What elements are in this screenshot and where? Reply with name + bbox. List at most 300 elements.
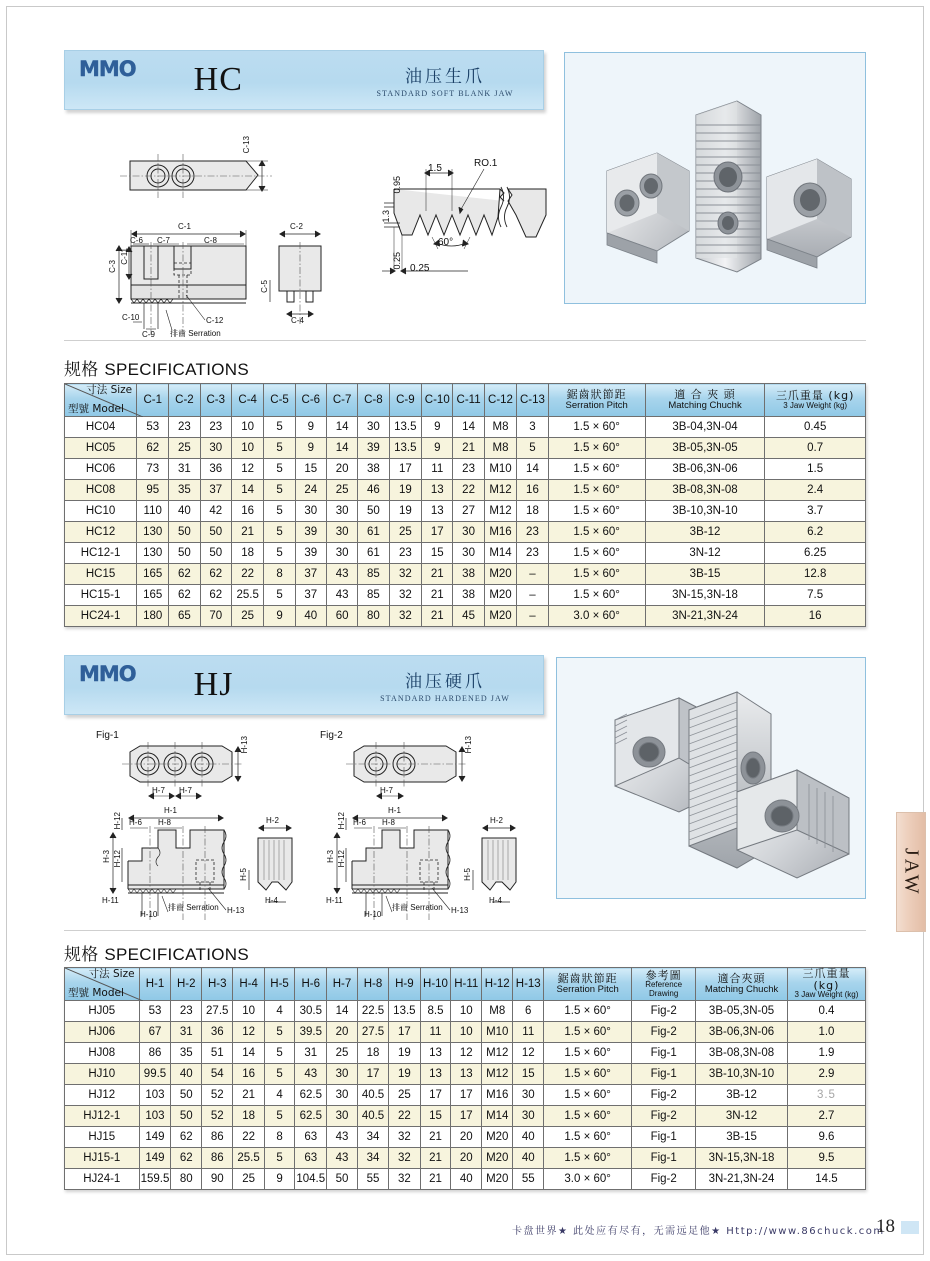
cell-serration-pitch: 1.5 × 60° [548,501,645,522]
cell-h-5: 4 [264,1085,295,1106]
cell-model: HC05 [65,438,137,459]
table-row [65,1148,866,1169]
cell-c-2: 25 [169,438,200,459]
cell-c-6: 39 [295,522,326,543]
table-header-row [65,384,866,417]
cell-h-4: 14 [233,1043,264,1064]
cell-c-8: 39 [358,438,389,459]
cell-c-6: 40 [295,606,326,627]
cell-jaw-weight: 2.7 [787,1106,865,1127]
cell-h-13: 40 [513,1127,544,1148]
cell-c-8: 61 [358,522,389,543]
cell-c-3: 30 [200,438,231,459]
header-size-label: 寸法 Size [86,384,133,396]
header-corner-size-model-hj [65,968,140,1001]
table-row [65,1064,866,1085]
cell-c-2: 62 [169,585,200,606]
cell-h-8: 18 [357,1043,388,1064]
drawing-hc-svg [100,130,350,340]
dim-label-h5-f2: H-5 [463,868,472,881]
cell-h-2: 23 [171,1001,202,1022]
cell-serration-pitch: 1.5 × 60° [544,1106,632,1127]
cell-h-10: 8.5 [420,1001,451,1022]
cell-h-9: 22 [389,1106,420,1127]
dim-label-ro1: RO.1 [474,158,498,169]
spec-table-hj-body [65,1001,866,1190]
cell-jaw-weight: 12.8 [765,564,866,585]
dim-label-serration: 排齒 Serration [170,329,221,338]
cell-matching-chuck: 3B-08,3N-08 [696,1043,788,1064]
cell-h-2: 50 [171,1106,202,1127]
cell-c-5: 5 [264,501,295,522]
dim-label-h10-f2: H-11 [326,896,343,905]
cell-c-5: 5 [264,543,295,564]
cell-h-10: 17 [420,1085,451,1106]
cell-c-7: 20 [326,459,357,480]
header-group-cn: 鋸齒狀節距 [566,388,627,402]
cell-h-5: 4 [264,1001,295,1022]
cell-c-12: M14 [484,543,517,564]
cell-h-12: M14 [482,1106,513,1127]
cell-c-1: 165 [137,585,169,606]
cell-h-11: 17 [451,1085,482,1106]
cell-reference-drawing: Fig-2 [632,1085,696,1106]
cell-c-2: 50 [169,543,200,564]
cell-h-3: 52 [202,1106,233,1127]
dim-label-h11-top-f1: H-12 [113,812,122,830]
header-col-h-9: H-9 [389,968,420,1001]
section-hj [64,655,544,715]
divider-top [64,340,866,341]
cell-h-4: 21 [233,1085,264,1106]
cell-h-11: 20 [451,1148,482,1169]
table-row [65,438,866,459]
cell-c-9: 25 [389,522,422,543]
cell-h-1: 53 [139,1001,171,1022]
cell-h-3: 36 [202,1022,233,1043]
cell-h-12: M16 [482,1085,513,1106]
dim-label-h12-f1: H-13 [227,906,245,915]
cell-jaw-weight: 3.5 [787,1085,865,1106]
header-group-en: 3 Jaw Weight (kg) [794,990,859,1000]
cell-h-2: 62 [171,1148,202,1169]
dim-label-h11-f1: H-12 [113,850,122,868]
cell-matching-chuck: 3N-15,3N-18 [645,585,765,606]
cell-c-9: 13.5 [389,438,422,459]
cell-serration-pitch: 1.5 × 60° [544,1043,632,1064]
cell-h-7: 43 [327,1148,358,1169]
dim-label-c11: C-11 [120,248,129,265]
cell-c-4: 25.5 [231,585,264,606]
cell-model: HJ10 [65,1064,140,1085]
cell-c-8: 85 [358,564,389,585]
cell-serration-pitch: 1.5 × 60° [544,1148,632,1169]
side-tab-jaw[interactable] [896,812,926,932]
cell-h-11: 10 [451,1022,482,1043]
dim-label-serration-f1: 排齒 Serration [168,903,219,912]
cell-h-3: 86 [202,1127,233,1148]
cell-reference-drawing: Fig-2 [632,1022,696,1043]
cell-h-13: 12 [513,1043,544,1064]
table-row [65,480,866,501]
cell-model: HC15 [65,564,137,585]
cell-h-3: 52 [202,1085,233,1106]
dim-label-c8: C-8 [204,236,217,245]
cell-matching-chuck: 3B-10,3N-10 [696,1064,788,1085]
cell-h-2: 40 [171,1064,202,1085]
cell-serration-pitch: 1.5 × 60° [548,564,645,585]
cell-c-10: 17 [422,522,453,543]
cell-c-4: 25 [231,606,264,627]
cell-c-6: 37 [295,564,326,585]
cell-c-13: 5 [517,438,548,459]
cell-reference-drawing: Fig-1 [632,1043,696,1064]
dim-label-c1: C-1 [178,222,191,231]
cell-c-9: 19 [389,501,422,522]
cell-serration-pitch: 3.0 × 60° [548,606,645,627]
cell-h-12: M12 [482,1043,513,1064]
cell-h-4: 25 [233,1169,264,1190]
cell-c-13: – [517,585,548,606]
cell-h-7: 43 [327,1127,358,1148]
cell-c-12: M12 [484,480,517,501]
dim-label-h4-f1: H-4 [265,896,278,905]
dim-label-pitch-1-5: 1.5 [428,163,442,174]
cell-reference-drawing: Fig-1 [632,1064,696,1085]
table-row [65,1043,866,1064]
cell-c-6: 24 [295,480,326,501]
cell-h-10: 13 [420,1043,451,1064]
cell-model: HJ06 [65,1022,140,1043]
cell-model: HC06 [65,459,137,480]
cell-c-1: 165 [137,564,169,585]
header-group-en: Reference Drawing [645,980,683,998]
cell-c-5: 5 [264,480,295,501]
cell-c-11: 22 [453,480,484,501]
section-hc [64,50,544,110]
cell-h-11: 20 [451,1127,482,1148]
cell-reference-drawing: Fig-2 [632,1001,696,1022]
cell-h-6: 104.5 [295,1169,327,1190]
dim-label-fig2: Fig-2 [320,730,343,741]
dim-label-025-left: 0.25 [392,252,402,270]
cell-c-11: 30 [453,543,484,564]
cell-reference-drawing: Fig-2 [632,1169,696,1190]
table-row [65,1022,866,1043]
table-row [65,522,866,543]
cell-jaw-weight: 2.4 [765,480,866,501]
cell-c-7: 30 [326,522,357,543]
header-corner-size-model [65,384,137,417]
dim-label-h6-f1: H-6 [129,818,142,827]
header-group-cn: 適 合 夾 頭 [674,388,736,402]
cell-c-6: 30 [295,501,326,522]
cell-c-10: 13 [422,480,453,501]
cell-c-6: 37 [295,585,326,606]
header-group-1 [632,968,696,1001]
cell-model: HC12-1 [65,543,137,564]
cell-h-13: 6 [513,1001,544,1022]
cell-matching-chuck: 3N-12 [696,1106,788,1127]
cell-h-1: 99.5 [139,1064,171,1085]
cell-c-6: 39 [295,543,326,564]
cell-c-5: 9 [264,606,295,627]
cell-serration-pitch: 1.5 × 60° [548,459,645,480]
cell-h-2: 31 [171,1022,202,1043]
dim-label-h12-f2: H-13 [451,906,469,915]
cell-h-5: 5 [264,1043,295,1064]
cell-c-1: 95 [137,480,169,501]
section-hc-title [365,62,525,98]
cell-c-1: 73 [137,459,169,480]
cell-c-2: 31 [169,459,200,480]
spec-table-hc [64,383,866,627]
cell-c-1: 53 [137,417,169,438]
dim-label-serration-f2: 排齒 Serration [392,903,443,912]
dim-label-h10-f1: H-11 [102,896,119,905]
cell-matching-chuck: 3B-12 [645,522,765,543]
dim-label-h11-top-f2: H-12 [337,812,346,830]
cell-h-7: 20 [327,1022,358,1043]
dim-label-h3-f2: H-3 [326,850,335,863]
cell-jaw-weight: 6.25 [765,543,866,564]
cell-matching-chuck: 3B-06,3N-06 [645,459,765,480]
cell-h-13: 40 [513,1148,544,1169]
cell-h-5: 5 [264,1064,295,1085]
cell-c-4: 10 [231,417,264,438]
cell-reference-drawing: Fig-1 [632,1127,696,1148]
dim-label-fig1: Fig-1 [96,730,119,741]
section-hc-title-cn: 油压生爪 [405,67,485,87]
table-row [65,1085,866,1106]
header-col-h-12: H-12 [482,968,513,1001]
cell-h-7: 30 [327,1106,358,1127]
cell-c-13: 23 [517,543,548,564]
dim-label-h7-b: H-7 [179,786,192,795]
cell-c-7: 43 [326,585,357,606]
cell-c-7: 43 [326,564,357,585]
cell-c-7: 30 [326,501,357,522]
cell-h-9: 32 [389,1148,420,1169]
cell-h-5: 8 [264,1127,295,1148]
cell-h-9: 13.5 [389,1001,420,1022]
cell-serration-pitch: 1.5 × 60° [544,1127,632,1148]
section-hj-code: HJ [193,666,234,703]
cell-h-4: 22 [233,1127,264,1148]
cell-h-8: 22.5 [357,1001,388,1022]
cell-c-9: 32 [389,585,422,606]
cell-h-10: 15 [420,1106,451,1127]
cell-matching-chuck: 3B-08,3N-08 [645,480,765,501]
cell-c-8: 61 [358,543,389,564]
cell-h-4: 25.5 [233,1148,264,1169]
spec-table-hc-head [65,384,866,417]
cell-c-12: M20 [484,585,517,606]
cell-h-8: 27.5 [357,1022,388,1043]
cell-jaw-weight: 9.5 [787,1148,865,1169]
spec-heading-hj [64,940,249,965]
cell-c-7: 14 [326,417,357,438]
dim-label-c10: C-10 [122,313,140,322]
dim-label-c3: C-3 [108,260,117,273]
header-group-2 [696,968,788,1001]
cell-h-10: 13 [420,1064,451,1085]
cell-reference-drawing: Fig-2 [632,1106,696,1127]
cell-h-8: 17 [357,1064,388,1085]
cell-h-4: 12 [233,1022,264,1043]
cell-c-3: 70 [200,606,231,627]
cell-h-8: 40.5 [357,1085,388,1106]
cell-c-11: 14 [453,417,484,438]
cell-c-9: 32 [389,564,422,585]
header-group-1 [645,384,765,417]
cell-h-6: 62.5 [295,1085,327,1106]
cell-model: HC04 [65,417,137,438]
cell-c-6: 9 [295,417,326,438]
table-row [65,459,866,480]
dim-label-c12: C-12 [206,316,224,325]
cell-h-11: 10 [451,1001,482,1022]
cell-c-11: 23 [453,459,484,480]
cell-h-6: 31 [295,1043,327,1064]
cell-matching-chuck: 3N-15,3N-18 [696,1148,788,1169]
cell-h-8: 34 [357,1127,388,1148]
cell-h-6: 39.5 [295,1022,327,1043]
cell-model: HC24-1 [65,606,137,627]
section-hc-banner [64,50,544,110]
cell-c-2: 62 [169,564,200,585]
dim-label-095: 0.95 [392,176,402,194]
cell-jaw-weight: 1.9 [787,1043,865,1064]
cell-model: HC08 [65,480,137,501]
cell-h-6: 30.5 [295,1001,327,1022]
cell-c-13: 18 [517,501,548,522]
cell-matching-chuck: 3N-12 [645,543,765,564]
cell-c-10: 21 [422,606,453,627]
section-hj-title-en: STANDARD HARDENED JAW [380,694,510,703]
cell-c-6: 9 [295,438,326,459]
header-group-en: Serration Pitch [556,983,619,995]
header-col-c-11: C-11 [453,384,484,417]
brand-logo: MMO [79,57,136,81]
drawing-hc-views [100,130,350,340]
cell-h-5: 9 [264,1169,295,1190]
cell-h-11: 17 [451,1106,482,1127]
header-col-c-10: C-10 [422,384,453,417]
header-col-h-11: H-11 [451,968,482,1001]
header-group-cn: 三爪重量 (kg) [775,389,855,403]
dim-label-13: 1.3 [381,210,391,223]
cell-c-3: 42 [200,501,231,522]
cell-c-1: 130 [137,543,169,564]
cell-h-3: 54 [202,1064,233,1085]
header-col-c-6: C-6 [295,384,326,417]
header-col-c-5: C-5 [264,384,295,417]
dim-label-h8-f2: H-8 [382,818,395,827]
cell-c-9: 23 [389,543,422,564]
cell-jaw-weight: 6.2 [765,522,866,543]
cell-h-1: 86 [139,1043,171,1064]
spec-heading-hc [64,355,249,380]
section-hc-title-en: STANDARD SOFT BLANK JAW [376,89,514,98]
header-group-0 [548,384,645,417]
table-row [65,417,866,438]
divider-mid [64,930,866,931]
dim-label-h5-f1: H-5 [239,868,248,881]
cell-h-3: 90 [202,1169,233,1190]
cell-h-7: 25 [327,1043,358,1064]
table-header-row [65,968,866,1001]
spec-table-hj [64,967,866,1190]
dim-label-h2-f1: H-2 [266,816,279,825]
cell-h-12: M20 [482,1148,513,1169]
cell-c-2: 23 [169,417,200,438]
cell-c-9: 17 [389,459,422,480]
cell-c-1: 62 [137,438,169,459]
cell-c-8: 46 [358,480,389,501]
header-col-c-9: C-9 [389,384,422,417]
table-row [65,606,866,627]
cell-c-10: 15 [422,543,453,564]
drawing-hj-fig1 [96,730,311,920]
cell-c-10: 13 [422,501,453,522]
dim-label-h13-f2: H-13 [464,736,473,754]
cell-model: HJ24-1 [65,1169,140,1190]
cell-c-13: 23 [517,522,548,543]
cell-model: HJ08 [65,1043,140,1064]
cell-c-4: 14 [231,480,264,501]
cell-h-1: 159.5 [139,1169,171,1190]
cell-h-4: 16 [233,1064,264,1085]
section-hj-banner [64,655,544,715]
header-group-cn: 適合夾頭 [717,972,766,986]
cell-h-7: 50 [327,1169,358,1190]
cell-c-11: 38 [453,564,484,585]
cell-h-9: 32 [389,1169,420,1190]
cell-model: HC10 [65,501,137,522]
dim-label-h13-f1: H-13 [240,736,249,754]
header-col-h-4: H-4 [233,968,264,1001]
cell-c-10: 9 [422,417,453,438]
cell-c-9: 13.5 [389,417,422,438]
cell-h-5: 5 [264,1022,295,1043]
cell-c-4: 18 [231,543,264,564]
header-col-h-2: H-2 [171,968,202,1001]
cell-c-13: 14 [517,459,548,480]
cell-jaw-weight: 0.4 [787,1001,865,1022]
footer-text: 卡盘世界★ 此处应有尽有，无需远足他★ Http://www.86chuck.com [512,1226,885,1237]
cell-c-12: M12 [484,501,517,522]
cell-h-3: 51 [202,1043,233,1064]
cell-c-2: 65 [169,606,200,627]
header-col-c-4: C-4 [231,384,264,417]
cell-h-1: 149 [139,1148,171,1169]
cell-h-1: 103 [139,1085,171,1106]
header-group-en: Matching Chuchk [704,983,779,995]
cell-jaw-weight: 1.5 [765,459,866,480]
cell-c-12: M10 [484,459,517,480]
cell-serration-pitch: 1.5 × 60° [548,543,645,564]
cell-h-6: 63 [295,1148,327,1169]
cell-h-12: M8 [482,1001,513,1022]
cell-c-12: M16 [484,522,517,543]
dim-label-h2-f2: H-2 [490,816,503,825]
dim-label-h11-f2: H-12 [337,850,346,868]
spec-table-hc-body [65,417,866,627]
cell-c-12: M8 [484,438,517,459]
cell-h-10: 21 [420,1169,451,1190]
header-col-c-7: C-7 [326,384,357,417]
